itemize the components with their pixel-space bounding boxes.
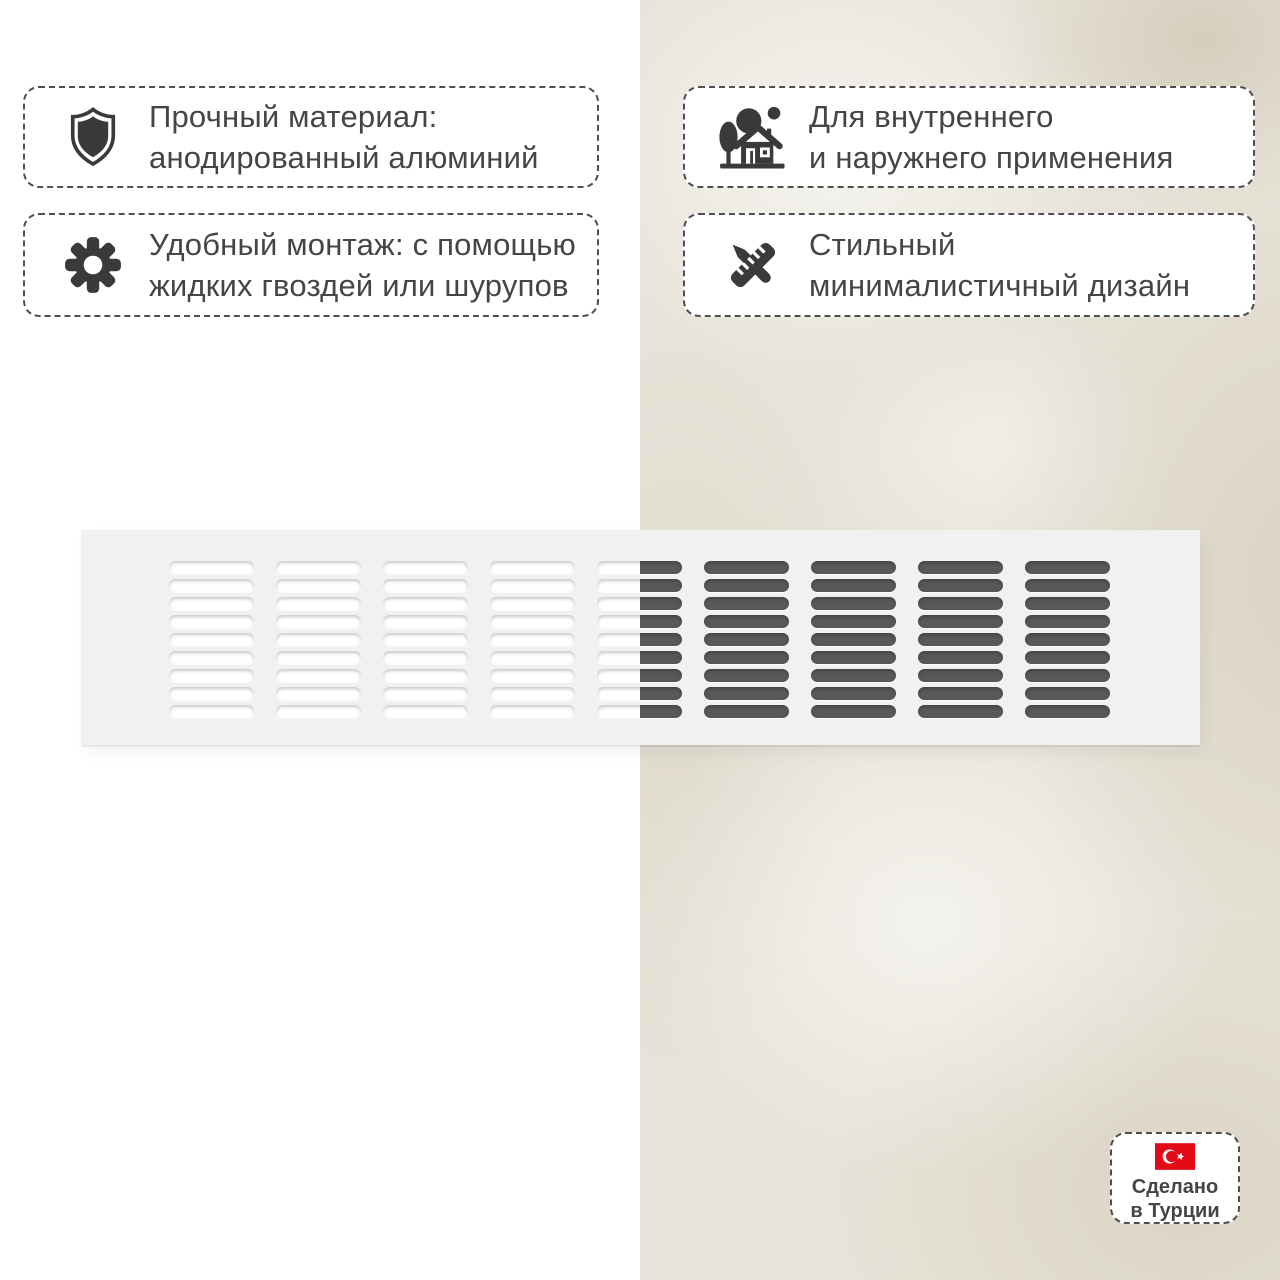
made-in-turkey-badge [1110, 1132, 1240, 1224]
feature-line: Прочный материал: [149, 99, 438, 134]
grille-slot [383, 669, 468, 682]
grille-slot [918, 669, 1003, 682]
grille-slot [1025, 597, 1110, 610]
grille-slot [276, 579, 361, 592]
gear-icon [55, 234, 131, 296]
grille-slot [490, 705, 575, 718]
grille-slot [704, 597, 789, 610]
grille-slot [490, 669, 575, 682]
feature-line: Удобный монтаж: с помощью [149, 227, 577, 262]
feature-text [809, 224, 1190, 306]
grille-slot [597, 579, 682, 592]
grille-slot [169, 561, 254, 574]
ventilation-grille-image [81, 530, 1200, 745]
grille-slot [383, 579, 468, 592]
grille-slot [276, 651, 361, 664]
grille-slot [490, 579, 575, 592]
grille-slot [1025, 615, 1110, 628]
grille-slot [383, 687, 468, 700]
grille-slot [383, 561, 468, 574]
grille-slot [597, 615, 682, 628]
feature-line: и наружнего применения [809, 140, 1174, 175]
made-in-text [1130, 1175, 1219, 1223]
feature-durable-material [23, 86, 599, 188]
feature-line: Стильный [809, 227, 956, 262]
shield-icon [55, 103, 131, 171]
grille-slot [1025, 561, 1110, 574]
grille-slot [490, 561, 575, 574]
grille-slot [169, 615, 254, 628]
grille-slot [169, 687, 254, 700]
feature-minimalist-design [683, 213, 1255, 317]
grille-slot [918, 633, 1003, 646]
grille-slot [918, 687, 1003, 700]
feature-text [149, 224, 576, 306]
grille-slot [276, 561, 361, 574]
grille-slot [811, 669, 896, 682]
feature-line: жидких гвоздей или шурупов [149, 268, 569, 303]
grille-slot [169, 669, 254, 682]
feature-line: анодированный алюминий [149, 140, 539, 175]
grille-slot [704, 669, 789, 682]
grille-slot [597, 705, 682, 718]
grille-slot [1025, 705, 1110, 718]
grille-slot [276, 687, 361, 700]
grille-slot [918, 705, 1003, 718]
pencil-ruler-icon [715, 233, 791, 297]
grille-slot [918, 561, 1003, 574]
grille-slot [811, 615, 896, 628]
grille-slot [276, 669, 361, 682]
grille-slot [597, 687, 682, 700]
grille-slot [597, 651, 682, 664]
grille-slot [597, 561, 682, 574]
grille-slot [1025, 687, 1110, 700]
feature-easy-mounting [23, 213, 599, 317]
grille-slot [704, 633, 789, 646]
grille-slot [383, 633, 468, 646]
grille-slot [383, 705, 468, 718]
feature-indoor-outdoor [683, 86, 1255, 188]
grille-slot [1025, 579, 1110, 592]
feature-line: Для внутреннего [809, 99, 1054, 134]
grille-slot [490, 651, 575, 664]
grille-slot [918, 579, 1003, 592]
grille-slot [169, 705, 254, 718]
grille-slot [490, 633, 575, 646]
grille-slot [811, 597, 896, 610]
grille-slot [597, 669, 682, 682]
made-in-line: в Турции [1130, 1200, 1220, 1222]
grille-slot [490, 597, 575, 610]
made-in-line: Сделано [1131, 1176, 1219, 1198]
grille-slot [811, 705, 896, 718]
grille-slot [811, 579, 896, 592]
grille-slot [276, 597, 361, 610]
grille-slot [383, 615, 468, 628]
grille-slot [811, 687, 896, 700]
grille-slot [1025, 669, 1110, 682]
grille-slot [276, 633, 361, 646]
grille-slot [704, 615, 789, 628]
grille-slot [169, 633, 254, 646]
turkey-flag-icon [1155, 1143, 1195, 1170]
grille-slot [383, 651, 468, 664]
grille-slot [169, 651, 254, 664]
grille-slot [276, 615, 361, 628]
grille-slot [704, 579, 789, 592]
grille-slot [918, 651, 1003, 664]
grille-slot [704, 687, 789, 700]
grille-slot [918, 597, 1003, 610]
grille-slot [169, 597, 254, 610]
grille-slot [918, 615, 1003, 628]
grille-slot [169, 579, 254, 592]
grille-slot [597, 597, 682, 610]
grille-slot [811, 651, 896, 664]
feature-text [149, 96, 539, 178]
grille-slot [383, 597, 468, 610]
grille-slot [1025, 651, 1110, 664]
grille-slot [276, 705, 361, 718]
grille-slot [704, 705, 789, 718]
grille-slot [704, 561, 789, 574]
feature-text [809, 96, 1174, 178]
grille-slot [811, 561, 896, 574]
grille-slot [490, 615, 575, 628]
grille-slot [490, 687, 575, 700]
house-icon [715, 102, 791, 172]
feature-line: минималистичный дизайн [809, 268, 1191, 303]
grille-slot [597, 633, 682, 646]
grille-slot [811, 633, 896, 646]
grille-slot [704, 651, 789, 664]
grille-slot [1025, 633, 1110, 646]
